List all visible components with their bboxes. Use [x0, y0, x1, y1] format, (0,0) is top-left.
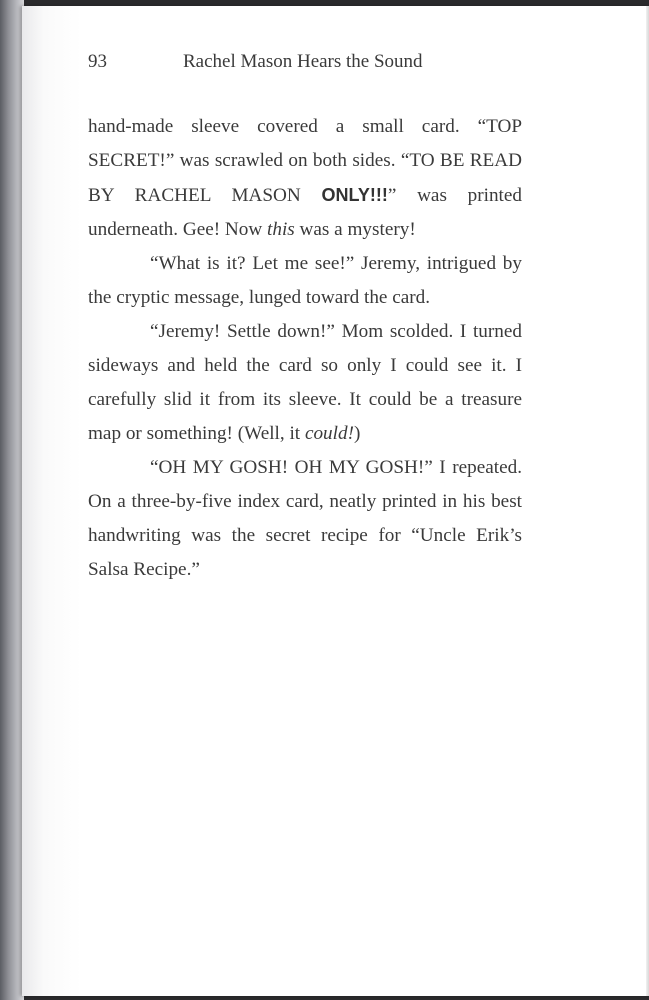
paragraph-4: “OH MY GOSH! OH MY GOSH!” I repeated. On a three-by-five index card, neatly printed in his best handwriting was the secret recipe for “Uncle Erik’s Salsa Recipe.”: [88, 457, 522, 580]
page-number: 93: [88, 51, 107, 72]
paragraph-1: [88, 110, 522, 247]
paragraph-2: “What is it? Let me see!” Jeremy, intrigued by the cryptic message, lunged toward the card.: [88, 253, 522, 308]
book-gutter: [0, 0, 24, 1000]
paragraph-1-text-c: ” was printed underneath. Gee! Now: [88, 185, 522, 240]
paragraph-1-text-a: hand-made sleeve covered a small card. “TOP SECRET!” was scrawled on both sides. “TO BE READ BY RACHEL MASON: [88, 116, 522, 206]
running-title: Rachel Mason Hears the Sound: [183, 51, 423, 72]
paragraph-3-text-c: ): [353, 423, 361, 444]
paragraph-1-bold-only: ONLY!!!: [321, 185, 388, 205]
paragraph-1-italic-this: this: [267, 219, 295, 240]
running-header: [88, 51, 568, 79]
paragraph-1-text-e: was a mystery!: [294, 219, 416, 240]
body-text: [88, 110, 522, 587]
paragraph-3-italic-could: could!: [304, 423, 354, 444]
paragraph-3: [88, 315, 522, 451]
paragraph-3-text-a: “Jeremy! Settle down!” Mom scolded. I turned sideways and held the card so only I could see it. I carefully slid it from its sleeve. It could be a treasure map or something! (Well, it: [88, 321, 522, 444]
